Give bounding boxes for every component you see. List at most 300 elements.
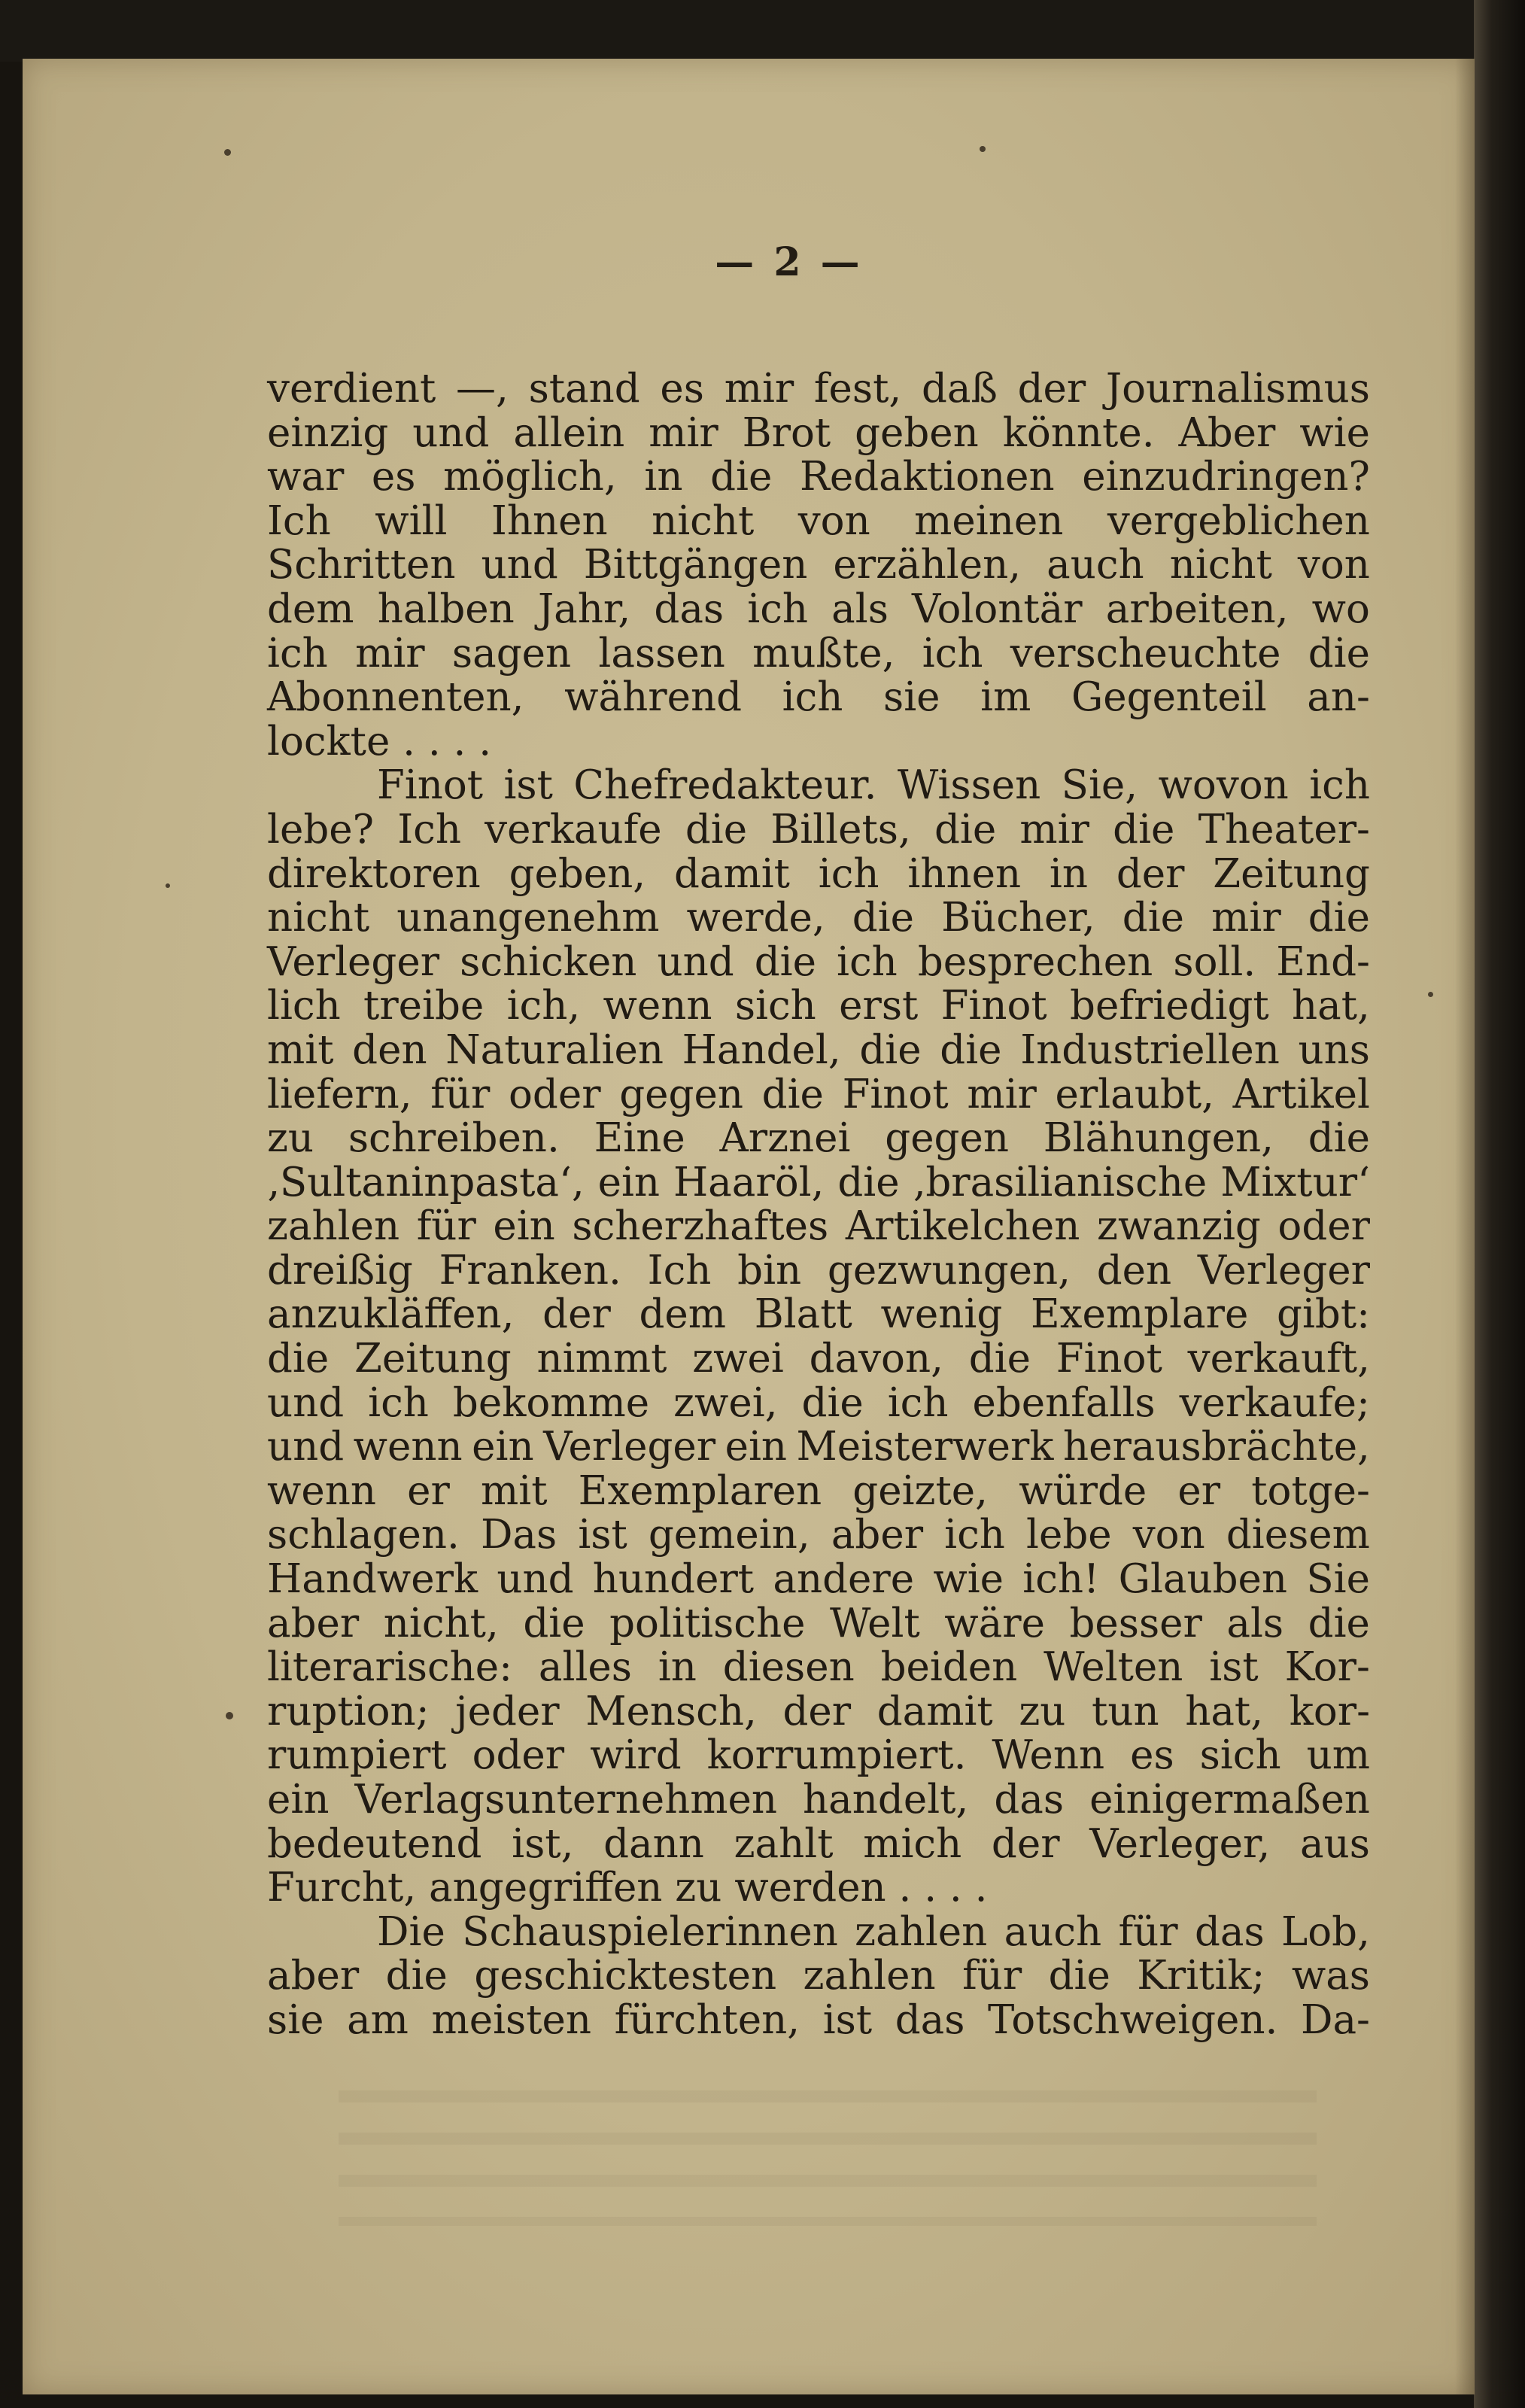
word: meisten [431,1996,592,2043]
word: es [660,366,704,412]
word: Blähungen, [1043,1115,1274,1162]
word: Bittgängen [583,542,808,588]
text-line [267,1337,1370,1382]
word: zu [1019,1688,1066,1735]
word: gegen [619,1071,743,1117]
word: ein [725,1424,788,1470]
word: oder [509,1071,601,1117]
word: zahlt [734,1820,834,1867]
word: die [267,1336,330,1382]
word: im [980,674,1031,721]
word: Naturalien [445,1026,664,1073]
word: während [564,674,743,721]
word: ich [837,938,898,985]
word: zahlen [803,1953,936,1999]
word: Franken. [439,1247,621,1294]
text-line [267,585,1370,632]
word: Schauspielerinnen [462,1908,838,1955]
word: will [375,497,448,544]
word: ich [922,630,983,676]
word: hat, [1185,1688,1264,1735]
word: von [797,497,870,544]
word: die [852,895,915,941]
word: aber [267,1953,360,1999]
text-line [267,1425,1370,1470]
word: Furcht, angegriffen zu werden . . . . [267,1865,988,1911]
word: wenn [603,983,712,1029]
word: bin [737,1247,802,1294]
word: mit [480,1467,548,1514]
text-line [267,1558,1370,1602]
text-line [267,1690,1370,1735]
word: mir [1019,806,1089,853]
word: Handel, [682,1026,841,1073]
word: jeder [455,1688,560,1735]
word: auch [1004,1908,1102,1955]
word: Verleger [267,938,440,985]
text-line [267,1161,1370,1206]
word: die [934,806,997,853]
word: Handwerk [267,1556,478,1603]
word: ein [493,1203,555,1250]
word: uns [1298,1026,1370,1073]
word: Artikelchen [845,1203,1080,1250]
word: ich [782,674,843,721]
word: geben [855,409,979,456]
text-line [267,1908,1370,1955]
word: die [1308,630,1370,676]
word: diesem [1226,1512,1370,1558]
text-line [267,1820,1370,1867]
word: die [523,1600,585,1646]
word: für [1118,1908,1178,1955]
word: ist, [512,1820,574,1867]
word: besser [1069,1600,1202,1646]
word: zahlen [267,1203,400,1250]
word: der [1017,366,1086,412]
word: ‚brasilianische [913,1159,1208,1206]
word: der [542,1291,611,1338]
word: wenn [353,1424,463,1470]
word: meinen [914,497,1064,544]
text-line [267,1954,1370,1999]
word: schicken [460,938,637,985]
word: hat, [1292,983,1370,1029]
word: Industriellen [1020,1026,1280,1073]
scan-background-right [1474,0,1525,2408]
word: oder [1277,1203,1370,1250]
page-edge-shadow [1455,59,1475,2394]
word: und [267,1424,345,1470]
text-line [267,1379,1370,1426]
word: den [1096,1247,1172,1294]
word: tun [1092,1688,1159,1735]
word: die [859,1026,922,1073]
word: Jahr, [537,585,631,632]
word: Glauben [1118,1556,1288,1603]
word: ‚Sultaninpasta‘, [267,1159,585,1206]
word: sie [267,1996,324,2043]
word: Haaröl, [673,1159,825,1206]
text-line [267,938,1370,985]
word: wo [1311,585,1370,632]
word: die [1308,1115,1370,1162]
word: korrumpiert. [706,1732,967,1779]
paper-spot [224,149,231,156]
word: verkaufe [485,806,662,853]
word: Ich [647,1247,712,1294]
word: ich, [506,983,581,1029]
word: verscheuchte [1010,630,1281,676]
word: der [991,1820,1060,1867]
word: aus [1300,1820,1370,1867]
word: die [968,1336,1031,1382]
word: schreiben. [348,1115,560,1162]
word: das [1194,1908,1265,1955]
text-line [267,1778,1370,1823]
word: Totschweigen. [987,1996,1278,2043]
word: oder [472,1732,565,1779]
word: gegen [885,1115,1009,1162]
word: Ich [397,806,461,853]
word: mir [967,1071,1037,1117]
word: es [371,454,416,500]
word: die [754,938,816,985]
word: alles [538,1644,632,1691]
text-line [267,1073,1370,1117]
word: Volontär [912,585,1083,632]
word: würde [1019,1467,1147,1514]
word: ich [747,585,809,632]
word: die [837,1159,900,1206]
word: herausbrächte, [1062,1424,1370,1470]
text-line [267,497,1370,544]
word: mit [267,1026,334,1073]
word: die [385,1953,448,1999]
word: Die [377,1908,445,1955]
word: dem [267,585,354,632]
word: die [1308,895,1370,941]
word: nimmt [536,1336,667,1382]
word: daß [921,366,998,412]
word: lassen [598,630,725,676]
word: halben [377,585,515,632]
word: und [657,938,734,985]
word: nicht [1169,542,1272,588]
text-line [267,1249,1370,1294]
word: wird [590,1732,682,1779]
word: Mensch, [585,1688,757,1735]
word: als [1226,1600,1284,1646]
word: Verleger, [1089,1820,1271,1867]
word: Brot [742,409,831,456]
word: wenig [880,1291,1003,1338]
text-line [267,1513,1370,1558]
word: von [1132,1512,1205,1558]
word: nicht, [383,1600,499,1646]
word: gibt: [1277,1291,1370,1338]
word: geizte, [852,1467,988,1514]
text-line [267,1205,1370,1249]
word: sich [1199,1732,1281,1779]
word: einigermaßen [1089,1777,1370,1823]
word: ich [818,850,879,897]
word: Chefredakteur. [573,762,877,809]
text-line [267,543,1370,588]
word: aber [267,1600,360,1646]
word: zwei [692,1336,784,1382]
word: Kritik; [1137,1953,1265,1999]
word: das [994,1777,1065,1823]
word: Sie, [1061,762,1138,809]
word: politische [609,1600,806,1646]
word: Verleger [1197,1247,1370,1294]
word: Blatt [754,1291,852,1338]
text-line [267,984,1370,1029]
word: Meisterwerk [796,1424,1054,1470]
word: Zeitung [354,1336,512,1382]
word: werde, [686,895,825,941]
word: diesen [722,1644,855,1691]
word: mir [724,366,794,412]
body-text [267,367,1370,2043]
page-number: — 2 — [715,239,863,285]
word: ich [1309,762,1370,809]
word: für [430,1071,491,1117]
word: dann [603,1820,704,1867]
text-line [267,367,1370,412]
word: zwanzig [1097,1203,1261,1250]
word: Journalismus [1105,366,1370,412]
word: lebe [1026,1512,1112,1558]
word: und [412,409,490,456]
word: bedeutend [267,1820,482,1867]
word: Finot [940,983,1047,1029]
word: die [1113,806,1175,853]
word: ein [472,1424,534,1470]
word: vergeblichen [1107,497,1370,544]
word: die [940,1026,1002,1073]
word: Wissen [897,762,1041,809]
word: ich [368,1379,429,1426]
word: Sie [1306,1556,1370,1603]
word: stand [528,366,640,412]
text-line [267,1866,1370,1911]
word: gezwungen, [827,1247,1071,1294]
word: und [481,542,558,588]
bleed-through-text [339,2060,1317,2226]
text-line [267,409,1370,456]
word: auch [1047,542,1144,588]
word: mir [1211,895,1281,941]
word: mir [355,630,425,676]
word: davon, [809,1336,943,1382]
word: Arznei [719,1115,851,1162]
word: ein [267,1777,330,1823]
word: sagen [451,630,572,676]
word: ist [578,1512,627,1558]
word: in [1049,850,1089,897]
word: Finot [842,1071,949,1117]
word: End- [1276,938,1370,985]
word: der [782,1688,852,1735]
word: Finot [1056,1336,1162,1382]
word: Verlagsunternehmen [354,1777,777,1823]
word: wovon [1158,762,1289,809]
word: Mixtur‘ [1220,1159,1370,1206]
word: Ihnen [491,497,608,544]
word: aber [831,1512,924,1558]
word: lich [267,983,341,1029]
word: ist [1209,1644,1259,1691]
word: nicht [652,497,755,544]
word: Schritten [267,542,456,588]
word: mir [649,409,718,456]
word: ist [822,1996,873,2043]
text-line [267,455,1370,500]
text-line [267,850,1370,897]
word: verdient [267,366,436,412]
text-line [267,1602,1370,1646]
word: die [1308,1600,1370,1646]
word: von [1297,542,1370,588]
word: Artikel [1232,1071,1370,1117]
word: Lob, [1281,1908,1370,1955]
word: liefern, [267,1071,412,1117]
word: lebe? [267,806,375,853]
word: treibe [363,983,485,1029]
word: einzig [267,409,389,456]
word: besprechen [917,938,1153,985]
word: Exemplaren [578,1467,822,1514]
word: Kor- [1284,1644,1370,1691]
word: einzudringen? [1082,454,1370,500]
word: für [416,1203,476,1250]
word: ruption; [267,1688,430,1735]
word: unangenehm [396,895,660,941]
word: Eine [594,1115,685,1162]
word: Billets, [770,806,911,853]
word: dem [639,1291,727,1338]
word: gemein, [648,1512,810,1558]
word: lockte . . . . [267,718,492,765]
word: verkauft, [1187,1336,1370,1382]
word: den [352,1026,427,1073]
text-line [267,1996,1370,2043]
word: wie [1299,409,1370,456]
text-line [267,632,1370,676]
word: anzukläffen, [267,1291,515,1338]
text-line [267,808,1370,853]
word: die [710,454,773,500]
text-line [267,676,1370,720]
word: die [1122,895,1185,941]
word: Theater- [1198,806,1370,853]
word: wenn [267,1467,376,1514]
word: wie [933,1556,1004,1603]
text-line [267,896,1370,941]
word: als [831,585,889,632]
word: damit [673,850,790,897]
word: ich [887,1379,949,1426]
word: Bücher, [941,895,1095,941]
text-line [267,764,1370,808]
word: Wenn [992,1732,1105,1779]
word: direktoren [267,850,481,897]
word: handelt, [803,1777,969,1823]
word: zu [267,1115,314,1162]
word: sie [883,674,940,721]
word: schlagen. [267,1512,460,1558]
word: er [407,1467,450,1514]
word: ebenfalls [972,1379,1156,1426]
word: fürchten, [614,1996,800,2043]
word: er [1177,1467,1221,1514]
word: Exemplare [1030,1291,1249,1338]
word: es [1130,1732,1174,1779]
word: befriedigt [1070,983,1269,1029]
word: totge- [1251,1467,1370,1514]
word: ein [597,1159,661,1206]
word: an- [1307,674,1370,721]
word: hundert [592,1556,755,1603]
word: erlaubt, [1055,1071,1214,1117]
text-line [267,1117,1370,1161]
word: möglich, [443,454,617,500]
word: war [267,454,345,500]
word: literarische: [267,1644,513,1691]
word: geben, [509,850,646,897]
word: ich [944,1512,1005,1558]
word: Verleger [543,1424,716,1470]
word: ihnen [907,850,1022,897]
text-line [267,1646,1370,1690]
word: Finot [377,762,484,809]
word: Das [480,1512,557,1558]
word: könnte. [1002,409,1155,456]
word: Welten [1044,1644,1183,1691]
scan-background-top [0,0,1525,62]
word: das [895,1996,965,2043]
word: die [801,1379,864,1426]
word: in [644,454,683,500]
word: verkaufe; [1179,1379,1370,1426]
word: beiden [880,1644,1018,1691]
word: der [1116,850,1185,897]
word: fest, [813,366,902,412]
word: am [347,1996,409,2043]
word: ich! [1022,1556,1100,1603]
word: ich [267,630,328,676]
word: die [685,806,748,853]
word: Ich [267,497,331,544]
word: allein [513,409,625,456]
word: —, [456,366,509,412]
word: in [658,1644,697,1691]
word: Gegenteil [1071,674,1267,721]
paper-spot [226,1712,233,1719]
word: Redaktionen [799,454,1055,500]
text-line [267,720,1370,765]
text-line [267,1467,1370,1514]
word: soll. [1173,938,1256,985]
word: und [497,1556,574,1603]
word: Welt [829,1600,920,1646]
word: sich [734,983,816,1029]
word: um [1306,1732,1370,1779]
word: die [761,1071,824,1117]
word: was [1291,1953,1370,1999]
